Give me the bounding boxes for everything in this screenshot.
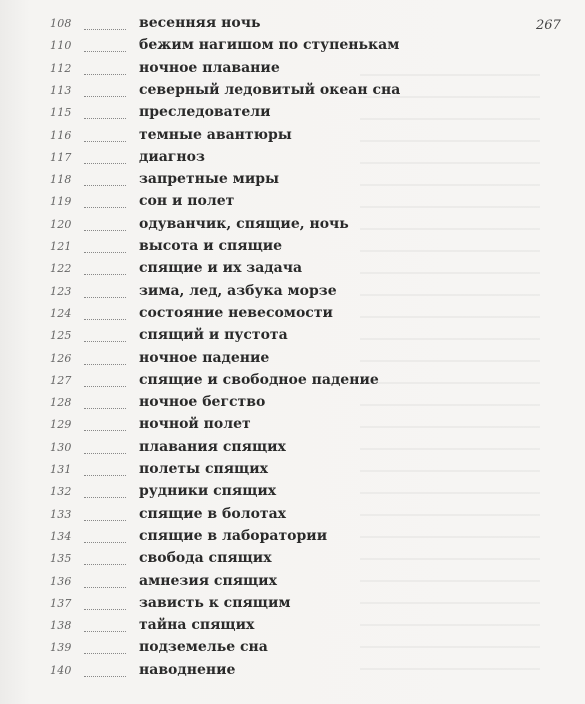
toc-entry-leader [84, 676, 126, 677]
toc-entry [0, 349, 460, 371]
toc-entry-title: подземелье сна [139, 639, 268, 656]
toc-entry-title: преследователи [139, 104, 271, 121]
toc-entry-leader [84, 274, 126, 275]
toc-entry [0, 661, 460, 683]
toc-entry-title: весенняя ночь [139, 15, 261, 31]
toc-entry-page-number: 134 [50, 529, 72, 543]
toc-entry [0, 259, 460, 281]
toc-entry-leader [84, 364, 126, 365]
toc-entry-leader [84, 341, 126, 342]
toc-entry-leader [84, 319, 126, 320]
toc-entry-page-number: 133 [50, 507, 72, 521]
toc-entry-title: сон и полет [139, 193, 235, 210]
toc-entry-page-number: 138 [50, 619, 72, 633]
toc-entry-title: бежим нагишом по ступенькам [139, 37, 400, 54]
toc-entry-page-number: 125 [50, 329, 72, 343]
toc-entry-page-number: 139 [50, 641, 72, 655]
toc-entry-leader [84, 564, 126, 565]
toc-entry-page-number: 123 [50, 284, 72, 298]
toc-entry [0, 81, 460, 103]
toc-entry-leader [84, 118, 126, 119]
toc-entry-leader [84, 230, 126, 231]
toc-entry-page-number: 119 [50, 195, 72, 209]
toc-entry-leader [84, 587, 126, 588]
toc-entry-leader [84, 542, 126, 543]
toc-entry-title: ночной полет [139, 416, 251, 433]
toc-entry-leader [84, 653, 126, 654]
toc-entry-title: ночное плавание [139, 59, 280, 76]
toc-entry [0, 572, 460, 594]
toc-entry [0, 460, 460, 482]
toc-entry-page-number: 127 [50, 373, 72, 387]
toc-entry-page-number: 126 [50, 351, 72, 365]
toc-entry [0, 371, 460, 393]
toc-entry-title: рудники спящих [139, 483, 277, 500]
toc-entry-leader [84, 609, 126, 610]
page-number: 267 [536, 18, 561, 33]
toc-entry-leader [84, 386, 126, 387]
toc-entry-title: плавания спящих [139, 438, 286, 455]
toc-entry-title: тайна спящих [139, 617, 255, 634]
toc-entry-leader [84, 497, 126, 498]
toc-entry [0, 14, 460, 36]
toc-entry-page-number: 124 [50, 306, 72, 320]
toc-entry-title: состояние невесомости [139, 304, 333, 321]
toc-entry-title: запретные миры [139, 171, 280, 188]
toc-entry [0, 126, 460, 148]
toc-entry-title: ночное падение [139, 349, 270, 366]
toc-entry-leader [84, 96, 126, 97]
toc-entry [0, 438, 460, 460]
toc-entry-leader [84, 163, 126, 164]
toc-entry-page-number: 116 [50, 128, 72, 142]
toc-entry-leader [84, 408, 126, 409]
toc-entry [0, 638, 460, 660]
toc-entry-title: зависть к спящим [139, 594, 291, 611]
toc-entry-page-number: 129 [50, 418, 72, 432]
toc-entry [0, 304, 460, 326]
toc-entry-title: спящий и пустота [139, 327, 288, 344]
toc-entry-leader [84, 631, 126, 632]
toc-entry-page-number: 112 [50, 61, 72, 75]
toc-entry-title: ночное бегство [139, 394, 266, 411]
toc-entry-leader [84, 475, 126, 476]
toc-entry-title: темные авантюры [139, 126, 292, 143]
toc-entry-title: полеты спящих [139, 461, 268, 477]
toc-entry-page-number: 118 [50, 173, 72, 187]
toc-entry-page-number: 121 [50, 240, 72, 253]
toc-entry [0, 59, 460, 81]
toc-entry [0, 415, 460, 437]
toc-entry-page-number: 122 [50, 262, 72, 276]
toc-entry-page-number: 108 [50, 17, 72, 30]
toc-entry-page-number: 140 [50, 663, 72, 677]
toc-entry [0, 215, 460, 237]
toc-entry-title: спящие в лаборатории [139, 527, 328, 544]
toc-entry-page-number: 120 [50, 217, 72, 231]
toc-entry-leader [84, 297, 126, 298]
toc-entry-leader [84, 141, 126, 142]
toc-entry-leader [84, 74, 126, 75]
toc-entry [0, 237, 460, 259]
toc-entry-page-number: 130 [50, 440, 72, 454]
toc-entry-page-number: 137 [50, 596, 72, 610]
toc-entry [0, 393, 460, 415]
toc-entry [0, 594, 460, 616]
toc-entry-title: амнезия спящих [139, 572, 277, 589]
toc-entry-page-number: 117 [50, 150, 72, 164]
toc-entry-title: наводнение [139, 661, 236, 678]
toc-entry-leader [84, 430, 126, 431]
toc-entry-leader [84, 453, 126, 454]
toc-entry-title: одуванчик, спящие, ночь [139, 215, 349, 232]
toc-entry-title: спящие и их задача [139, 260, 303, 277]
toc-entry-leader [84, 29, 126, 30]
toc-entry-page-number: 113 [50, 83, 72, 97]
toc-entry-page-number: 132 [50, 485, 72, 499]
toc-entry-title: свобода спящих [139, 550, 272, 567]
toc-entry-title: зима, лед, азбука морзе [139, 282, 337, 299]
toc-entry-leader [84, 520, 126, 521]
toc-entry [0, 148, 460, 170]
toc-entry [0, 549, 460, 571]
toc-entry [0, 505, 460, 527]
toc-entry [0, 527, 460, 549]
toc-entry-title: спящие в болотах [139, 505, 287, 522]
toc-entry-title: диагноз [139, 148, 205, 165]
toc-entry-page-number: 131 [50, 463, 72, 476]
toc-entry-title: спящие и свободное падение [139, 371, 379, 388]
toc-entry [0, 103, 460, 125]
toc-entry-leader [84, 207, 126, 208]
toc-entry [0, 482, 460, 504]
toc-entry [0, 192, 460, 214]
toc-entry [0, 170, 460, 192]
toc-entry [0, 326, 460, 348]
toc-entry-page-number: 128 [50, 396, 72, 410]
toc-entry-title: высота и спящие [139, 238, 283, 254]
toc-entry-title: северный ледовитый океан сна [139, 81, 401, 98]
toc-entry-leader [84, 252, 126, 253]
toc-entry-page-number: 136 [50, 574, 72, 588]
toc-entry-leader [84, 51, 126, 52]
toc-entry-page-number: 115 [50, 106, 72, 120]
toc-entry-page-number: 135 [50, 552, 72, 566]
toc-entry-leader [84, 185, 126, 186]
toc-entry [0, 616, 460, 638]
toc-entry-page-number: 110 [50, 39, 72, 53]
toc-entry [0, 36, 460, 58]
toc-entry [0, 282, 460, 304]
